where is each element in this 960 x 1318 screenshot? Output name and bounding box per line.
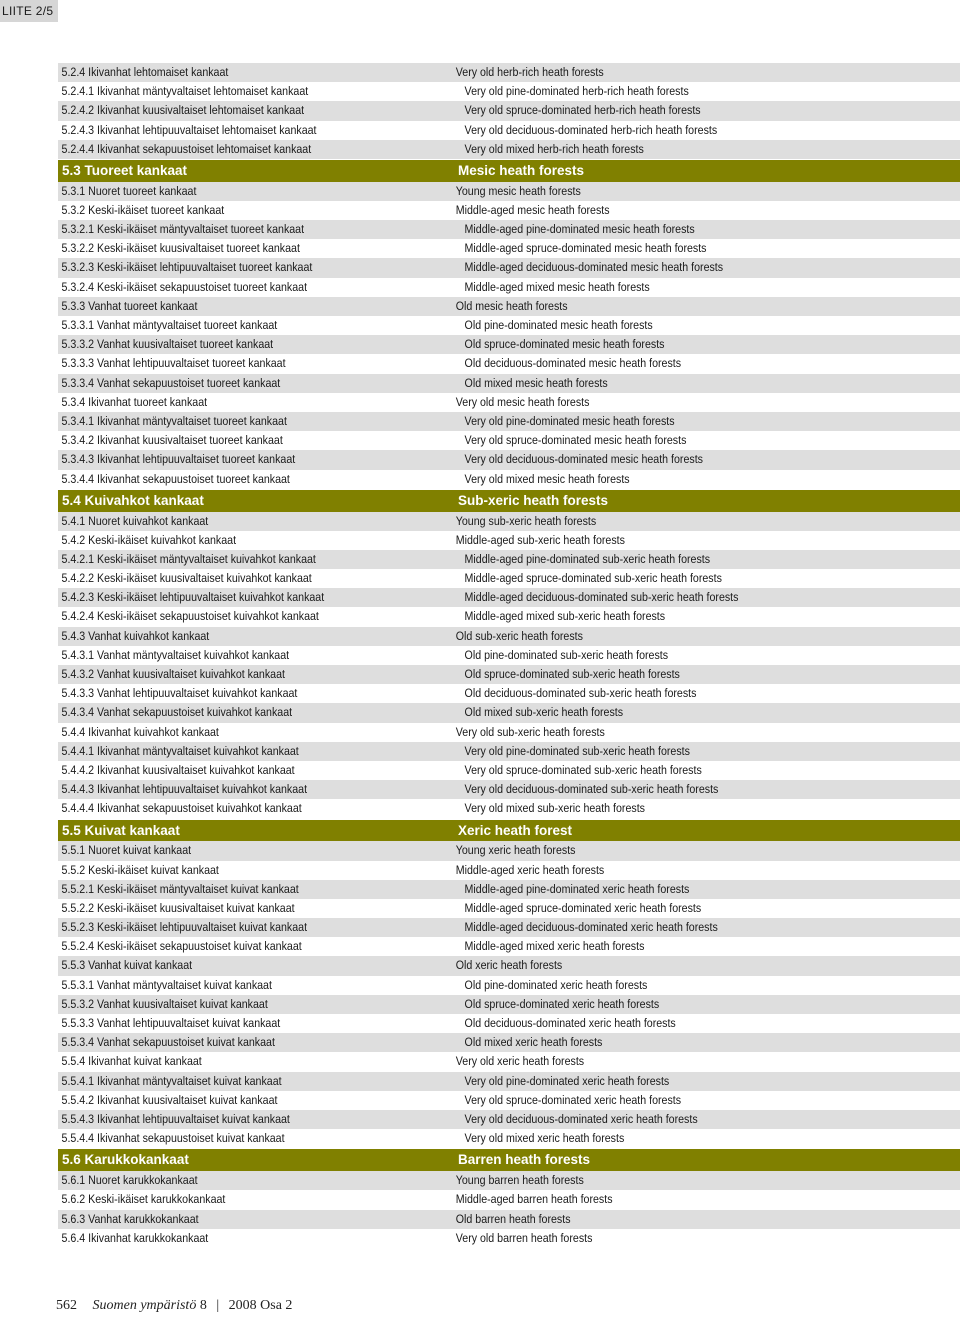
table-row xyxy=(58,470,960,489)
finnish-term: 5.5.3.3 Vanhat lehtipuuvaltaiset kuivat kankaat xyxy=(61,1016,281,1031)
finnish-term: 5.5.3.4 Vanhat sekapuustoiset kuivat kankaat xyxy=(61,1035,275,1050)
table-row xyxy=(58,201,960,220)
footer-separator: | xyxy=(216,1298,220,1313)
table-row xyxy=(58,335,960,354)
english-term: Old mixed mesic heath forests xyxy=(464,375,608,390)
english-term: Middle-aged xeric heath forests xyxy=(455,862,605,877)
page-number: 562 xyxy=(56,1298,77,1313)
finnish-term: 5.5.2.2 Keski-ikäiset kuusivaltaiset kuivat kankaat xyxy=(61,900,295,915)
table-row xyxy=(58,450,960,469)
table-row xyxy=(58,937,960,956)
finnish-term: 5.4.4.4 Ikivanhat sekapuustoiset kuivahkot kankaat xyxy=(61,801,302,816)
english-term: Very old mixed mesic heath forests xyxy=(464,471,630,486)
section-header xyxy=(58,490,960,512)
finnish-term: 5.4.4.1 Ikivanhat mäntyvaltaiset kuivahkot kankaat xyxy=(61,743,299,758)
english-term: Old mixed xeric heath forests xyxy=(464,1035,603,1050)
english-term: Old pine-dominated sub-xeric heath forests xyxy=(464,647,669,662)
table-row xyxy=(58,1229,960,1248)
table-row xyxy=(58,431,960,450)
english-term: Middle-aged mixed mesic heath forests xyxy=(464,279,650,294)
finnish-term: 5.5.3.2 Vanhat kuusivaltaiset kuivat kankaat xyxy=(61,996,268,1011)
table-row xyxy=(58,627,960,646)
table-row xyxy=(58,956,960,975)
table-row xyxy=(58,1033,960,1052)
finnish-term: 5.4.1 Nuoret kuivahkot kankaat xyxy=(61,513,209,528)
table-row xyxy=(58,412,960,431)
table-row xyxy=(58,665,960,684)
table-row xyxy=(58,258,960,277)
table-row xyxy=(58,976,960,995)
finnish-term: 5.4.2.1 Keski-ikäiset mäntyvaltaiset kuivahkot kankaat xyxy=(61,551,316,566)
table-row xyxy=(58,588,960,607)
table-row xyxy=(58,995,960,1014)
section-header xyxy=(58,820,960,842)
finnish-term: 5.5.4 Ikivanhat kuivat kankaat xyxy=(61,1054,202,1069)
finnish-term: 5.4.2 Keski-ikäiset kuivahkot kankaat xyxy=(61,532,237,547)
section-header xyxy=(58,160,960,182)
english-term: Old spruce-dominated sub-xeric heath forests xyxy=(464,667,680,682)
english-term: Very old spruce-dominated herb-rich heath forests xyxy=(464,103,701,118)
english-term: Old barren heath forests xyxy=(455,1211,571,1226)
table-row xyxy=(58,182,960,201)
table-row xyxy=(58,761,960,780)
finnish-term: 5.4.3 Vanhat kuivahkot kankaat xyxy=(61,628,210,643)
table-row xyxy=(58,297,960,316)
table-row xyxy=(58,512,960,531)
finnish-term: 5.5.2.1 Keski-ikäiset mäntyvaltaiset kuivat kankaat xyxy=(61,881,299,896)
table-row xyxy=(58,742,960,761)
finnish-term: 5.3.4.1 Ikivanhat mäntyvaltaiset tuoreet kankaat xyxy=(61,413,287,428)
finnish-term: 5.5.2.4 Keski-ikäiset sekapuustoiset kuivat kankaat xyxy=(61,939,302,954)
table-row xyxy=(58,861,960,880)
finnish-term: 5.3.3 Vanhat tuoreet kankaat xyxy=(61,298,198,313)
english-term: Old pine-dominated mesic heath forests xyxy=(464,318,653,333)
finnish-term: 5.3.4.4 Ikivanhat sekapuustoiset tuoreet kankaat xyxy=(61,471,290,486)
table-row xyxy=(58,316,960,335)
english-term: Middle-aged pine-dominated xeric heath forests xyxy=(464,881,690,896)
finnish-term: 5.5.1 Nuoret kuivat kankaat xyxy=(61,843,192,858)
english-term: Young mesic heath forests xyxy=(455,183,581,198)
english-term: Very old pine-dominated sub-xeric heath forests xyxy=(464,743,690,758)
table-row xyxy=(58,723,960,742)
english-term: Very old mixed xeric heath forests xyxy=(464,1131,625,1146)
table-row xyxy=(58,703,960,722)
english-term: Very old mesic heath forests xyxy=(455,394,590,409)
english-term: Very old pine-dominated herb-rich heath forests xyxy=(464,84,689,99)
english-term: Very old sub-xeric heath forests xyxy=(455,724,605,739)
english-term: Very old pine-dominated xeric heath forests xyxy=(464,1073,670,1088)
english-term: Very old deciduous-dominated herb-rich heath forests xyxy=(464,122,718,137)
table-row xyxy=(58,646,960,665)
finnish-term: 5.3.4 Ikivanhat tuoreet kankaat xyxy=(61,394,208,409)
series-name: Suomen ympäristö xyxy=(92,1298,197,1313)
english-term: Middle-aged mixed sub-xeric heath forests xyxy=(464,609,666,624)
english-term: Middle-aged sub-xeric heath forests xyxy=(455,532,625,547)
table-row xyxy=(58,140,960,159)
table-row xyxy=(58,1129,960,1148)
english-term: Middle-aged deciduous-dominated mesic heath forests xyxy=(464,260,724,275)
finnish-term: 5.4.3.1 Vanhat mäntyvaltaiset kuivahkot kankaat xyxy=(61,647,290,662)
english-term: Middle-aged spruce-dominated mesic heath forests xyxy=(464,241,707,256)
finnish-term: 5.3.2 Keski-ikäiset tuoreet kankaat xyxy=(61,202,225,217)
finnish-term: 5.2.4 Ikivanhat lehtomaiset kankaat xyxy=(61,65,229,79)
section-title-fi: 5.6 Karukkokankaat xyxy=(62,1152,189,1168)
finnish-term: 5.4.2.2 Keski-ikäiset kuusivaltaiset kuivahkot kankaat xyxy=(61,571,312,586)
forest-type-table xyxy=(58,63,960,1248)
table-row xyxy=(58,101,960,120)
english-term: Middle-aged spruce-dominated xeric heath forests xyxy=(464,900,702,915)
english-term: Middle-aged spruce-dominated sub-xeric heath forests xyxy=(464,571,722,586)
finnish-term: 5.5.4.2 Ikivanhat kuusivaltaiset kuivat kankaat xyxy=(61,1092,278,1107)
finnish-term: 5.5.4.1 Ikivanhat mäntyvaltaiset kuivat kankaat xyxy=(61,1073,282,1088)
finnish-term: 5.2.4.2 Ikivanhat kuusivaltaiset lehtomaiset kankaat xyxy=(61,103,305,118)
finnish-term: 5.2.4.1 Ikivanhat mäntyvaltaiset lehtomaiset kankaat xyxy=(61,84,309,99)
finnish-term: 5.3.3.1 Vanhat mäntyvaltaiset tuoreet kankaat xyxy=(61,318,278,333)
finnish-term: 5.2.4.4 Ikivanhat sekapuustoiset lehtomaiset kankaat xyxy=(61,141,312,156)
table-row xyxy=(58,239,960,258)
english-term: Very old mixed herb-rich heath forests xyxy=(464,141,644,156)
table-row xyxy=(58,63,960,82)
english-term: Very old mixed sub-xeric heath forests xyxy=(464,801,645,816)
finnish-term: 5.6.2 Keski-ikäiset karukkokankaat xyxy=(61,1192,226,1207)
english-term: Middle-aged deciduous-dominated xeric heath forests xyxy=(464,920,718,935)
finnish-term: 5.2.4.3 Ikivanhat lehtipuuvaltaiset lehtomaiset kankaat xyxy=(61,122,317,137)
english-term: Middle-aged deciduous-dominated sub-xeric heath forests xyxy=(464,590,739,605)
section-header xyxy=(58,1149,960,1171)
section-title-fi: 5.3 Tuoreet kankaat xyxy=(62,162,188,178)
english-term: Very old spruce-dominated xeric heath forests xyxy=(464,1092,682,1107)
table-row xyxy=(58,1190,960,1209)
finnish-term: 5.3.2.3 Keski-ikäiset lehtipuuvaltaiset tuoreet kankaat xyxy=(61,260,313,275)
table-row xyxy=(58,684,960,703)
finnish-term: 5.3.2.4 Keski-ikäiset sekapuustoiset tuoreet kankaat xyxy=(61,279,308,294)
table-row xyxy=(58,531,960,550)
table-row xyxy=(58,1052,960,1071)
table-row xyxy=(58,1091,960,1110)
finnish-term: 5.3.4.3 Ikivanhat lehtipuuvaltaiset tuoreet kankaat xyxy=(61,452,296,467)
table-row xyxy=(58,799,960,818)
finnish-term: 5.4.3.2 Vanhat kuusivaltaiset kuivahkot kankaat xyxy=(61,667,285,682)
table-row xyxy=(58,550,960,569)
finnish-term: 5.6.3 Vanhat karukkokankaat xyxy=(61,1211,199,1226)
finnish-term: 5.4.3.3 Vanhat lehtipuuvaltaiset kuivahkot kankaat xyxy=(61,686,298,701)
table-row xyxy=(58,841,960,860)
table-row xyxy=(58,393,960,412)
table-row xyxy=(58,1110,960,1129)
finnish-term: 5.5.3.1 Vanhat mäntyvaltaiset kuivat kankaat xyxy=(61,977,272,992)
page-footer xyxy=(56,1298,292,1314)
finnish-term: 5.3.3.3 Vanhat lehtipuuvaltaiset tuoreet kankaat xyxy=(61,356,286,371)
table-row xyxy=(58,1014,960,1033)
english-term: Very old deciduous-dominated sub-xeric heath forests xyxy=(464,782,719,797)
finnish-term: 5.3.2.2 Keski-ikäiset kuusivaltaiset tuoreet kankaat xyxy=(61,241,300,256)
english-term: Very old pine-dominated mesic heath forests xyxy=(464,413,675,428)
english-term: Very old spruce-dominated mesic heath forests xyxy=(464,433,687,448)
english-term: Old spruce-dominated xeric heath forests xyxy=(464,996,660,1011)
english-term: Middle-aged pine-dominated sub-xeric heath forests xyxy=(464,551,711,566)
finnish-term: 5.3.2.1 Keski-ikäiset mäntyvaltaiset tuoreet kankaat xyxy=(61,222,305,237)
table-row xyxy=(58,121,960,140)
table-row xyxy=(58,82,960,101)
table-row xyxy=(58,1210,960,1229)
finnish-term: 5.5.4.3 Ikivanhat lehtipuuvaltaiset kuivat kankaat xyxy=(61,1111,290,1126)
finnish-term: 5.4.4 Ikivanhat kuivahkot kankaat xyxy=(61,724,219,739)
finnish-term: 5.4.4.3 Ikivanhat lehtipuuvaltaiset kuivahkot kankaat xyxy=(61,782,308,797)
english-term: Very old deciduous-dominated mesic heath forests xyxy=(464,452,703,467)
finnish-term: 5.3.4.2 Ikivanhat kuusivaltaiset tuoreet kankaat xyxy=(61,433,283,448)
table-row xyxy=(58,374,960,393)
issue-number: 8 xyxy=(199,1298,207,1313)
table-row xyxy=(58,899,960,918)
finnish-term: 5.5.2 Keski-ikäiset kuivat kankaat xyxy=(61,862,219,877)
table-row xyxy=(58,354,960,373)
table-row xyxy=(58,278,960,297)
english-term: Middle-aged mixed xeric heath forests xyxy=(464,939,645,954)
finnish-term: 5.4.2.4 Keski-ikäiset sekapuustoiset kuivahkot kankaat xyxy=(61,609,319,624)
english-term: Middle-aged pine-dominated mesic heath forests xyxy=(464,222,695,237)
english-term: Very old xeric heath forests xyxy=(455,1054,585,1069)
english-term: Old sub-xeric heath forests xyxy=(455,628,583,643)
table-row xyxy=(58,880,960,899)
english-term: Old deciduous-dominated xeric heath forests xyxy=(464,1016,676,1031)
english-term: Old deciduous-dominated sub-xeric heath forests xyxy=(464,686,697,701)
finnish-term: 5.5.3 Vanhat kuivat kankaat xyxy=(61,958,193,973)
table-row xyxy=(58,918,960,937)
english-term: Old xeric heath forests xyxy=(455,958,563,973)
english-term: Old mixed sub-xeric heath forests xyxy=(464,705,624,720)
table-row xyxy=(58,569,960,588)
section-title-fi: 5.5 Kuivat kankaat xyxy=(62,822,180,838)
english-term: Old mesic heath forests xyxy=(455,298,568,313)
finnish-term: 5.3.3.2 Vanhat kuusivaltaiset tuoreet kankaat xyxy=(61,337,274,352)
finnish-term: 5.4.3.4 Vanhat sekapuustoiset kuivahkot kankaat xyxy=(61,705,293,720)
section-title-en: Sub-xeric heath forests xyxy=(458,492,609,508)
english-term: Middle-aged mesic heath forests xyxy=(455,202,610,217)
table-row xyxy=(58,780,960,799)
english-term: Middle-aged barren heath forests xyxy=(455,1192,613,1207)
table-row xyxy=(58,1171,960,1190)
table-row xyxy=(58,220,960,239)
english-term: Old pine-dominated xeric heath forests xyxy=(464,977,648,992)
finnish-term: 5.6.4 Ikivanhat karukkokankaat xyxy=(61,1230,209,1245)
english-term: Young xeric heath forests xyxy=(455,843,576,858)
english-term: Very old deciduous-dominated xeric heath forests xyxy=(464,1111,698,1126)
year-part: 2008 Osa 2 xyxy=(228,1298,293,1313)
table-row xyxy=(58,1072,960,1091)
section-title-en: Xeric heath forest xyxy=(458,822,573,838)
english-term: Very old barren heath forests xyxy=(455,1230,593,1245)
english-term: Young sub-xeric heath forests xyxy=(455,513,597,528)
finnish-term: 5.6.1 Nuoret karukkokankaat xyxy=(61,1173,198,1188)
english-term: Young barren heath forests xyxy=(455,1173,584,1188)
finnish-term: 5.5.2.3 Keski-ikäiset lehtipuuvaltaiset kuivat kankaat xyxy=(61,920,308,935)
section-title-en: Mesic heath forests xyxy=(458,162,585,178)
section-title-en: Barren heath forests xyxy=(458,1152,591,1168)
finnish-term: 5.3.3.4 Vanhat sekapuustoiset tuoreet kankaat xyxy=(61,375,281,390)
table-row xyxy=(58,607,960,626)
section-title-fi: 5.4 Kuivahkot kankaat xyxy=(62,492,204,508)
finnish-term: 5.3.1 Nuoret tuoreet kankaat xyxy=(61,183,197,198)
appendix-label: LIITE 2/5 xyxy=(0,0,58,22)
finnish-term: 5.4.4.2 Ikivanhat kuusivaltaiset kuivahkot kankaat xyxy=(61,762,295,777)
finnish-term: 5.5.4.4 Ikivanhat sekapuustoiset kuivat kankaat xyxy=(61,1131,285,1146)
english-term: Old spruce-dominated mesic heath forests xyxy=(464,337,665,352)
english-term: Very old herb-rich heath forests xyxy=(455,65,604,79)
english-term: Very old spruce-dominated sub-xeric heath forests xyxy=(464,762,702,777)
english-term: Old deciduous-dominated mesic heath forests xyxy=(464,356,682,371)
finnish-term: 5.4.2.3 Keski-ikäiset lehtipuuvaltaiset kuivahkot kankaat xyxy=(61,590,325,605)
